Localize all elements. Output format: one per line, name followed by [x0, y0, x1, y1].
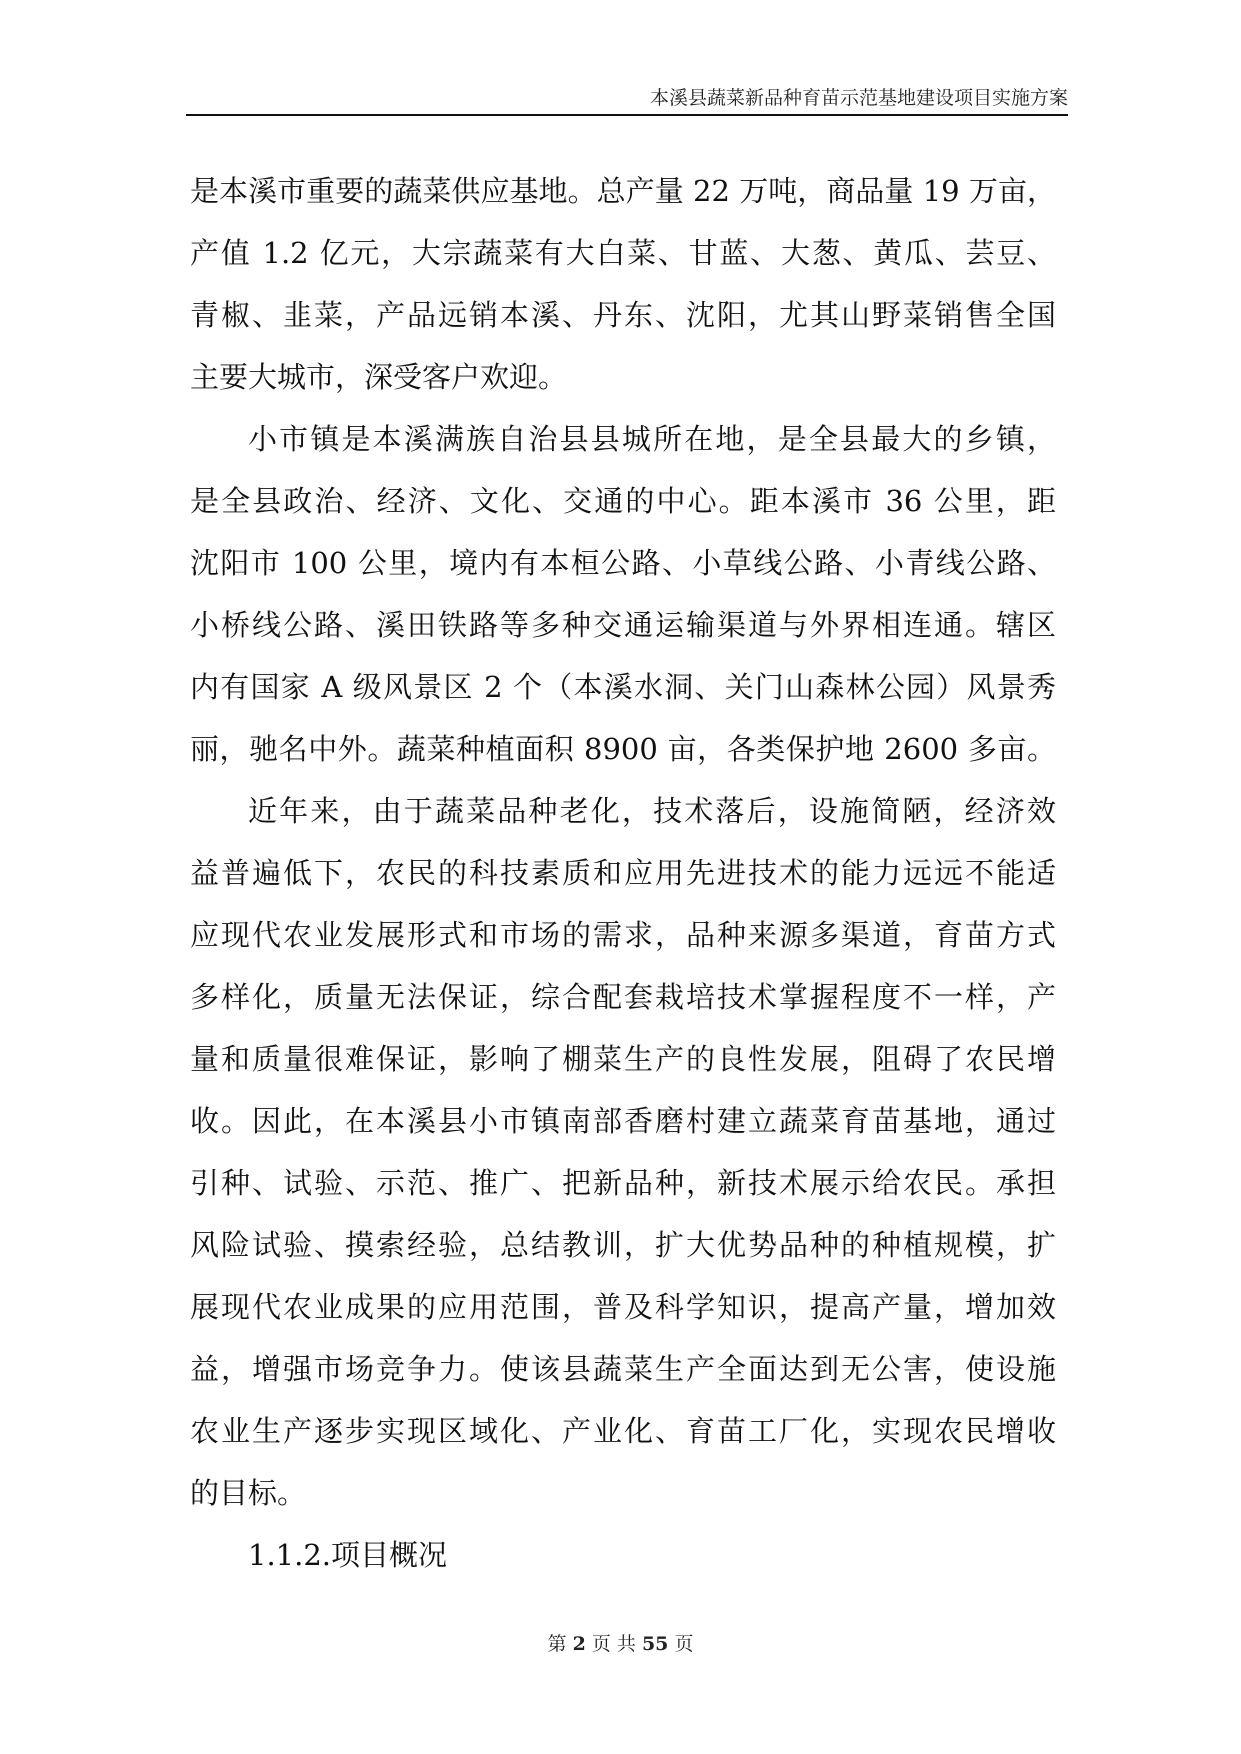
text-line: 青椒、韭菜，产品远销本溪、丹东、沈阳，尤其山野菜销售全国 [190, 298, 1056, 332]
text-line: 是本溪市重要的蔬菜供应基地。总产量 22 万吨，商品量 19 万亩， [190, 174, 1056, 208]
text-line: 量和质量很难保证，影响了棚菜生产的良性发展，阻碍了农民增 [190, 1042, 1056, 1076]
text-line: 丽，驰名中外。蔬菜种植面积 8900 亩，各类保护地 2600 多亩。 [190, 732, 1056, 766]
text-line: 风险试验、摸索经验，总结教训，扩大优势品种的种植规模，扩 [190, 1228, 1056, 1262]
footer-prefix: 第 [547, 1633, 567, 1655]
page-total: 55 [641, 1633, 669, 1655]
text-line: 引种、试验、示范、推广、把新品种，新技术展示给农民。承担 [190, 1166, 1056, 1200]
text-line: 内有国家 A 级风景区 2 个（本溪水洞、关门山森林公园）风景秀 [190, 670, 1056, 704]
running-header-title: 本溪县蔬菜新品种育苗示范基地建设项目实施方案 [649, 87, 1068, 109]
page-number: 2 [572, 1633, 586, 1655]
text-line: 收。因此，在本溪县小市镇南部香磨村建立蔬菜育苗基地，通过 [190, 1104, 1056, 1138]
paragraph-first-line: 小市镇是本溪满族自治县县城所在地，是全县最大的乡镇， [248, 422, 1056, 456]
text-line: 沈阳市 100 公里，境内有本桓公路、小草线公路、小青线公路、 [190, 546, 1056, 580]
footer-middle: 页 共 [591, 1633, 636, 1655]
paragraph-first-line: 近年来，由于蔬菜品种老化，技术落后，设施简陋，经济效 [248, 794, 1056, 828]
text-line: 小桥线公路、溪田铁路等多种交通运输渠道与外界相连通。辖区 [190, 608, 1056, 642]
header-divider [186, 114, 1068, 116]
page-footer [0, 1632, 1241, 1656]
text-line: 应现代农业发展形式和市场的需求，品种来源多渠道，育苗方式 [190, 918, 1056, 952]
text-line: 是全县政治、经济、文化、交通的中心。距本溪市 36 公里，距 [190, 484, 1056, 518]
text-line: 益普遍低下，农民的科技素质和应用先进技术的能力远远不能适 [190, 856, 1056, 890]
text-line: 农业生产逐步实现区域化、产业化、育苗工厂化，实现农民增收 [190, 1414, 1056, 1448]
text-line: 主要大城市，深受客户欢迎。 [190, 360, 568, 394]
text-line: 益，增强市场竞争力。使该县蔬菜生产全面达到无公害，使设施 [190, 1352, 1056, 1386]
section-heading: 1.1.2.项目概况 [248, 1538, 448, 1572]
body-text [190, 160, 1056, 1586]
text-line: 产值 1.2 亿元，大宗蔬菜有大白菜、甘蓝、大葱、黄瓜、芸豆、 [190, 236, 1056, 270]
text-line: 多样化，质量无法保证，综合配套栽培技术掌握程度不一样，产 [190, 980, 1056, 1014]
text-line: 的目标。 [190, 1476, 307, 1510]
footer-suffix: 页 [674, 1633, 694, 1655]
text-line: 展现代农业成果的应用范围，普及科学知识，提高产量，增加效 [190, 1290, 1056, 1324]
